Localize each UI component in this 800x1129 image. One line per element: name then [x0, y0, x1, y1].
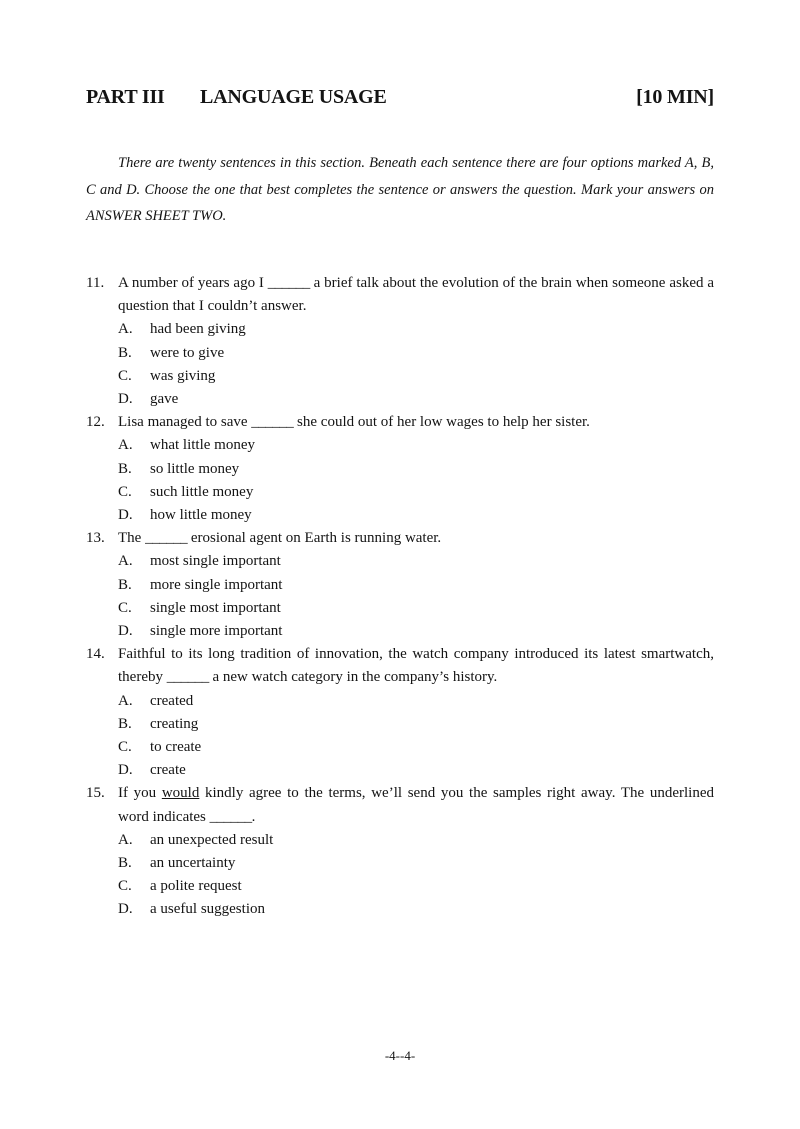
option-letter: C. [118, 483, 132, 500]
option-text: such little money [150, 483, 254, 500]
stem-text: kindly agree to the terms, we’ll send you the samples right away. The underlined word indicates [118, 785, 714, 825]
option-letter: C. [118, 367, 132, 384]
option-b [86, 458, 714, 481]
option-c [86, 481, 714, 504]
option-a [86, 318, 714, 341]
option-letter: D. [118, 762, 133, 779]
option-text: what little money [150, 437, 255, 454]
stem-text: The [118, 530, 146, 547]
option-letter: B. [118, 576, 132, 593]
option-b [86, 713, 714, 736]
option-text: an unexpected result [150, 831, 274, 848]
option-letter: A. [118, 321, 133, 338]
option-letter: A. [118, 553, 133, 570]
option-a [86, 690, 714, 713]
section-header [86, 86, 714, 116]
stem-text: a new watch category in the company’s history. [208, 669, 498, 686]
option-letter: A. [118, 831, 133, 848]
option-text: more single important [150, 576, 283, 593]
stem-text: a brief talk about the evolution of the brain when someone asked a question that I couldn’t answer. [118, 275, 714, 315]
question-stem [86, 643, 714, 689]
stem-text: she could out of her low wages to help her sister. [293, 414, 590, 431]
option-text: a useful suggestion [150, 901, 265, 918]
option-d [86, 388, 714, 411]
question-number: 12. [86, 414, 105, 431]
option-b [86, 574, 714, 597]
option-d [86, 759, 714, 782]
option-text: an uncertainty [150, 855, 236, 872]
question-13 [86, 527, 714, 643]
option-letter: D. [118, 623, 133, 640]
section-title: LANGUAGE USAGE [200, 86, 387, 108]
option-letter: D. [118, 391, 133, 408]
option-text: to create [150, 739, 202, 756]
option-text: gave [150, 391, 179, 408]
option-text: single most important [150, 599, 281, 616]
answer-blank: ______ [267, 275, 310, 291]
page-number: -4--4- [384, 1048, 416, 1063]
option-text: had been giving [150, 321, 246, 338]
option-text: most single important [150, 553, 281, 570]
question-11 [86, 272, 714, 411]
option-a [86, 829, 714, 852]
answer-blank: ______ [251, 414, 294, 431]
question-12 [86, 411, 714, 527]
option-b [86, 342, 714, 365]
answer-blank: ______ [145, 530, 188, 547]
option-c [86, 736, 714, 759]
option-letter: C. [118, 878, 132, 895]
stem-text: A number of years ago I [118, 275, 268, 291]
question-number: 13. [86, 530, 105, 547]
option-d [86, 504, 714, 527]
question-14 [86, 643, 714, 782]
option-text: single more important [150, 623, 283, 640]
stem-text: erosional agent on Earth is running water. [187, 530, 442, 547]
option-text: so little money [150, 460, 240, 477]
option-letter: C. [118, 739, 132, 756]
option-text: a polite request [150, 878, 242, 895]
option-letter: B. [118, 715, 132, 732]
part-label: PART III [86, 86, 165, 108]
option-b [86, 852, 714, 875]
time-limit: [10 MIN] [636, 86, 714, 108]
option-letter: D. [118, 901, 133, 918]
underlined-word: would [161, 785, 200, 802]
question-number: 15. [86, 785, 105, 802]
option-letter: A. [118, 437, 133, 454]
question-15 [86, 782, 714, 921]
option-text: creating [150, 715, 199, 732]
option-a [86, 550, 714, 573]
option-text: created [150, 692, 194, 709]
stem-text: Faithful to its long tradition of innovation, the watch company introduced its latest smartwatch, thereby [118, 646, 714, 686]
option-text: how little money [150, 507, 252, 524]
stem-text: Lisa managed to save [118, 414, 252, 431]
answer-blank: ______ [209, 808, 252, 825]
option-c [86, 875, 714, 898]
option-text: were to give [150, 344, 225, 361]
question-stem [86, 527, 714, 550]
option-a [86, 434, 714, 457]
option-letter: C. [118, 599, 132, 616]
question-list [86, 272, 714, 922]
option-letter: A. [118, 692, 133, 709]
question-stem [86, 272, 714, 318]
option-text: create [150, 762, 186, 779]
option-d [86, 620, 714, 643]
question-stem [86, 782, 714, 828]
instructions: There are twenty sentences in this section. Beneath each sentence there are four options marked A, B, C and D. Choose the one that best completes the sentence or answers the question. Mark your answers on ANSWER SHEET TWO. [86, 155, 714, 224]
option-letter: B. [118, 855, 132, 872]
question-stem [86, 411, 714, 434]
option-text: was giving [150, 367, 216, 384]
stem-text: If you [118, 785, 162, 802]
question-number: 11. [86, 275, 105, 291]
question-number: 14. [86, 646, 105, 663]
option-c [86, 597, 714, 620]
option-letter: B. [118, 344, 132, 361]
stem-text: . [251, 808, 256, 825]
option-letter: D. [118, 507, 133, 524]
option-d [86, 898, 714, 921]
answer-blank: ______ [166, 669, 209, 686]
option-letter: B. [118, 460, 132, 477]
option-c [86, 365, 714, 388]
